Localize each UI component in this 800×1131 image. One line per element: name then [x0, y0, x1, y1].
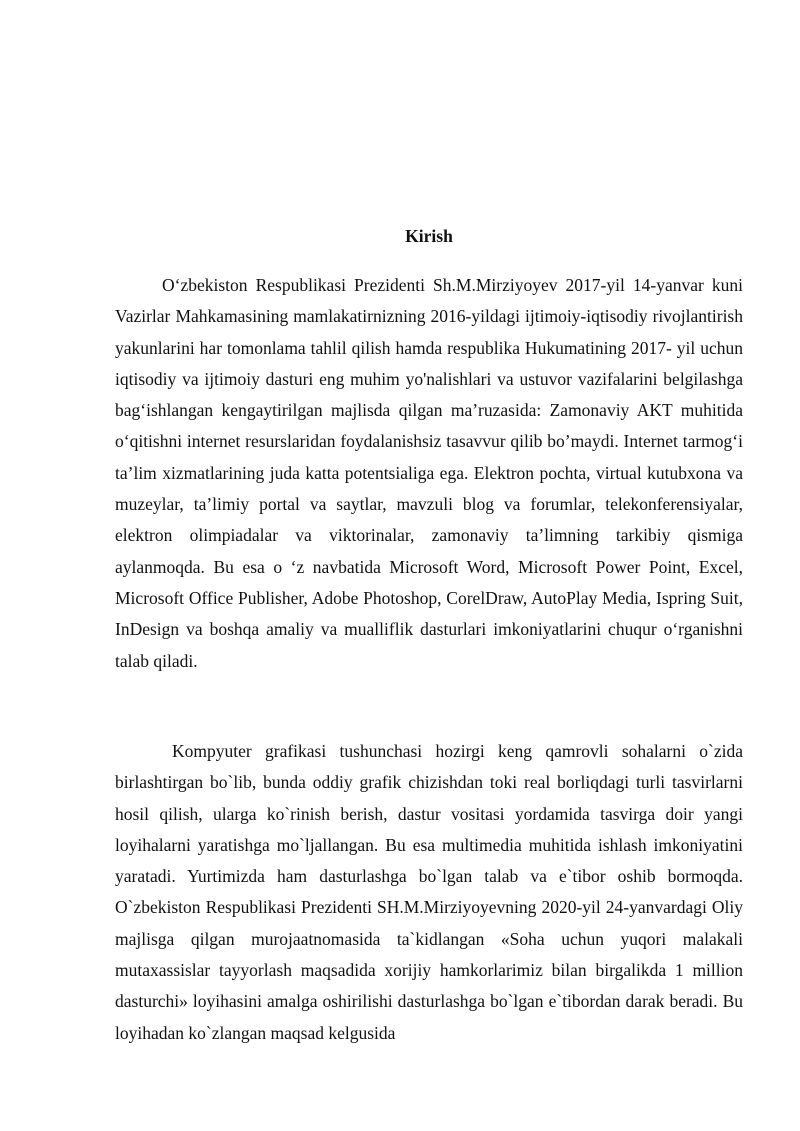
paragraph-computer-graphics: Kompyuter grafikasi tushunchasi hozirgi keng qamrovli sohalarni o`zida birlashtirgan bo`lib, bunda oddiy grafik chizishdan toki real borliqdagi turli tasvirlarni hosil qilish, ularga ko`rinish berish, dastur vositasi yordamida tasvirga doir yangi loyihalarni yaratishga mo`ljallangan. Bu esa multimedia muhitida ishlash imkoniyatini yaratadi. Yurtimizda ham dasturlashga bo`lgan talab va e`tibor oshib bormoqda. O`zbekiston Respublikasi Prezidenti SH.M.Mirziyoyevning 2020-yil 24-yanvardagi Oliy majlisga qilgan murojaatnomasida ta`kidlangan «Soha uchun yuqori malakali mutaxassislar tayyorlash maqsadida xorijiy hamkorlarimiz bilan birgalikda 1 million dasturchi» loyihasini amalga oshirilishi dasturlashga bo`lgan e`tibordan darak beradi. Bu loyihadan ko`zlangan maqsad kelgusida: [115, 741, 743, 1043]
page-title: Kirish: [405, 226, 453, 246]
paragraph-intro: O‘zbekiston Respublikasi Prezidenti Sh.M.Mirziyoyev 2017-yil 14-yanvar kuni Vazirlar Mahkamasining mamlakatirnizning 2016-yildagi ijtimoiy-iqtisodiy rivojlantirish yakunlarini har tomonlama tahlil qilish hamda respublika Hukumatining 2017- yil uchun iqtisodiy va ijtimoiy dasturi eng muhim yo'nalishlari va ustuvor vazifalarini belgilashga bag‘ishlangan kengaytirilgan majlisda qilgan ma’ruzasida: Zamonaviy AKT muhitida o‘qitishni internet resurslaridan foydalanishsiz tasavvur qilib bo’maydi. Internet tarmog‘i ta’lim xizmatlarining juda katta potentsialiga ega. Elektron pochta, virtual kutubxona va muzeylar, ta’limiy portal va saytlar, mavzuli blog va forumlar, telekonferensiyalar, elektron olimpiadalar va viktorinalar, zamonaviy ta’limning tarkibiy qismiga aylanmoqda. Bu esa o ‘z navbatida Microsoft Word, Microsoft Power Point, Excel, Microsoft Office Publisher, Adobe Photoshop, CorelDraw, AutoPlay Media, Ispring Suit, InDesign va boshqa amaliy va mualliflik dasturlari imkoniyatlarini chuqur o‘rganishni talab qiladi.: [115, 275, 743, 671]
